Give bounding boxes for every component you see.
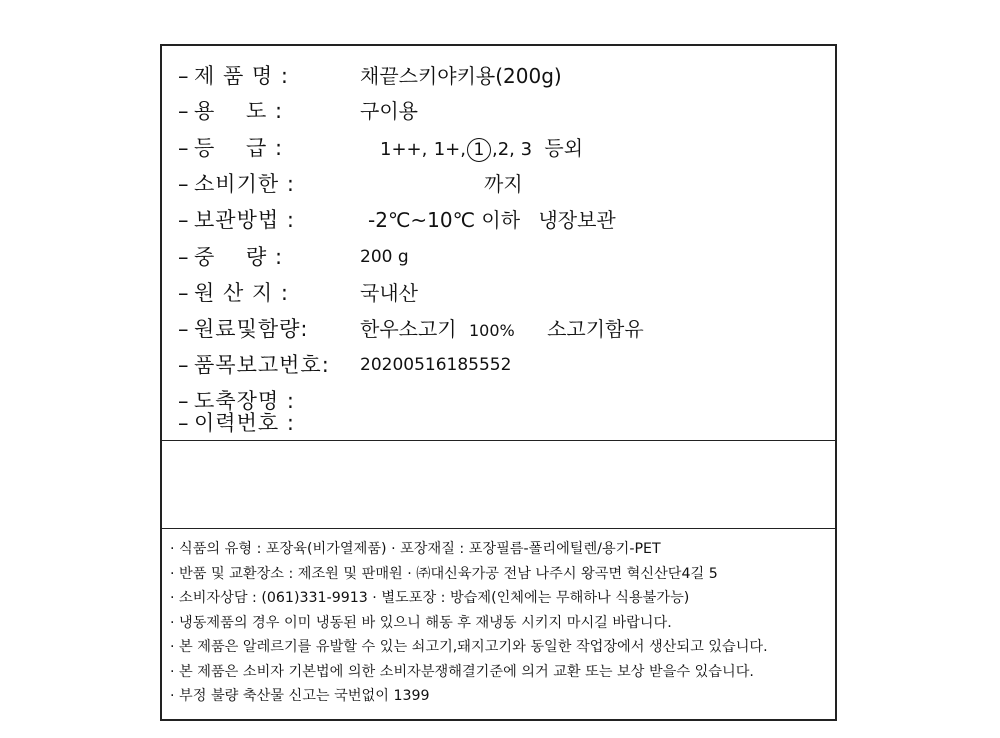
value-weight: 200 g <box>360 247 409 267</box>
label-usage: – 용 도 : <box>178 99 284 123</box>
note-line: · 소비자상담 : (061)331-9913 · 별도포장 : 방습제(인체에는 무해하나 식용불가능) <box>170 590 690 606</box>
ingredient-content: 소고기함유 <box>547 317 644 341</box>
value-grade <box>380 131 583 167</box>
label-grade: – 등 급 : <box>178 136 284 160</box>
row-ingredients <box>162 312 835 346</box>
grade-1plusplus: 1++, <box>380 139 428 160</box>
storage-method: 냉장보관 <box>538 208 616 232</box>
label-weight: – 중 량 : <box>178 245 284 269</box>
product-label <box>160 44 837 721</box>
grade-below: 등외 <box>544 136 584 160</box>
value-origin: 국내산 <box>360 281 418 305</box>
value-usage: 구이용 <box>360 99 418 123</box>
label-slaughterhouse: – 도축장명 : <box>178 389 295 413</box>
row-product-name <box>162 59 835 93</box>
note-line: · 반품 및 교환장소 : 제조원 및 판매원 · ㈜대신육가공 전남 나주시 왕곡면 혁신산단4길 5 <box>170 566 718 582</box>
row-report-number <box>162 348 835 382</box>
note-line: · 본 제품은 소비자 기본법에 의한 소비자분쟁해결기준에 의거 교환 또는 보상 받을수 있습니다. <box>170 664 754 680</box>
grade-selected-circle: 1 <box>467 138 491 162</box>
value-report-number: 20200516185552 <box>360 355 512 375</box>
note-line: · 본 제품은 알레르기를 유발할 수 있는 쇠고기,돼지고기와 동일한 작업장에서 생산되고 있습니다. <box>170 639 768 655</box>
row-storage <box>162 203 835 237</box>
grade-1plus: 1+, <box>433 139 466 160</box>
row-usage <box>162 94 835 128</box>
value-product-name: 채끝스키야키용(200g) <box>360 64 562 88</box>
row-origin <box>162 276 835 310</box>
label-product-name: – 제 품 명 : <box>178 64 289 88</box>
note-line: · 식품의 유형 : 포장육(비가열제품) · 포장재질 : 포장필름-폴리에틸렌/용기-PET <box>170 541 661 557</box>
note-line: · 냉동제품의 경우 이미 냉동된 바 있으니 해동 후 재냉동 시키지 마시길 바랍니다. <box>170 615 672 631</box>
row-weight <box>162 240 835 274</box>
product-info-section <box>162 46 835 441</box>
grade-2-3: ,2, 3 <box>491 139 533 160</box>
label-storage: – 보관방법 : <box>178 208 295 232</box>
label-expiry: – 소비기한 : <box>178 172 295 196</box>
row-expiry <box>162 167 835 201</box>
label-origin: – 원 산 지 : <box>178 281 289 305</box>
ingredient-name: 한우소고기 <box>360 317 457 341</box>
storage-temperature: -2℃~10℃ 이하 <box>368 208 521 232</box>
notes-section <box>162 529 835 721</box>
note-line: · 부정 불량 축산물 신고는 국번없이 1399 <box>170 688 430 704</box>
row-grade <box>162 131 835 165</box>
value-ingredients <box>360 312 644 348</box>
value-expiry: 까지 <box>484 172 523 196</box>
blank-section <box>162 441 835 529</box>
label-ingredients: – 원료및함량: <box>178 317 309 341</box>
row-trace-number <box>162 411 835 440</box>
label-report-number: – 품목보고번호: <box>178 353 330 377</box>
ingredient-percent: 100% <box>468 321 515 340</box>
label-trace-number: – 이력번호 : <box>178 411 295 435</box>
value-storage <box>368 203 616 237</box>
